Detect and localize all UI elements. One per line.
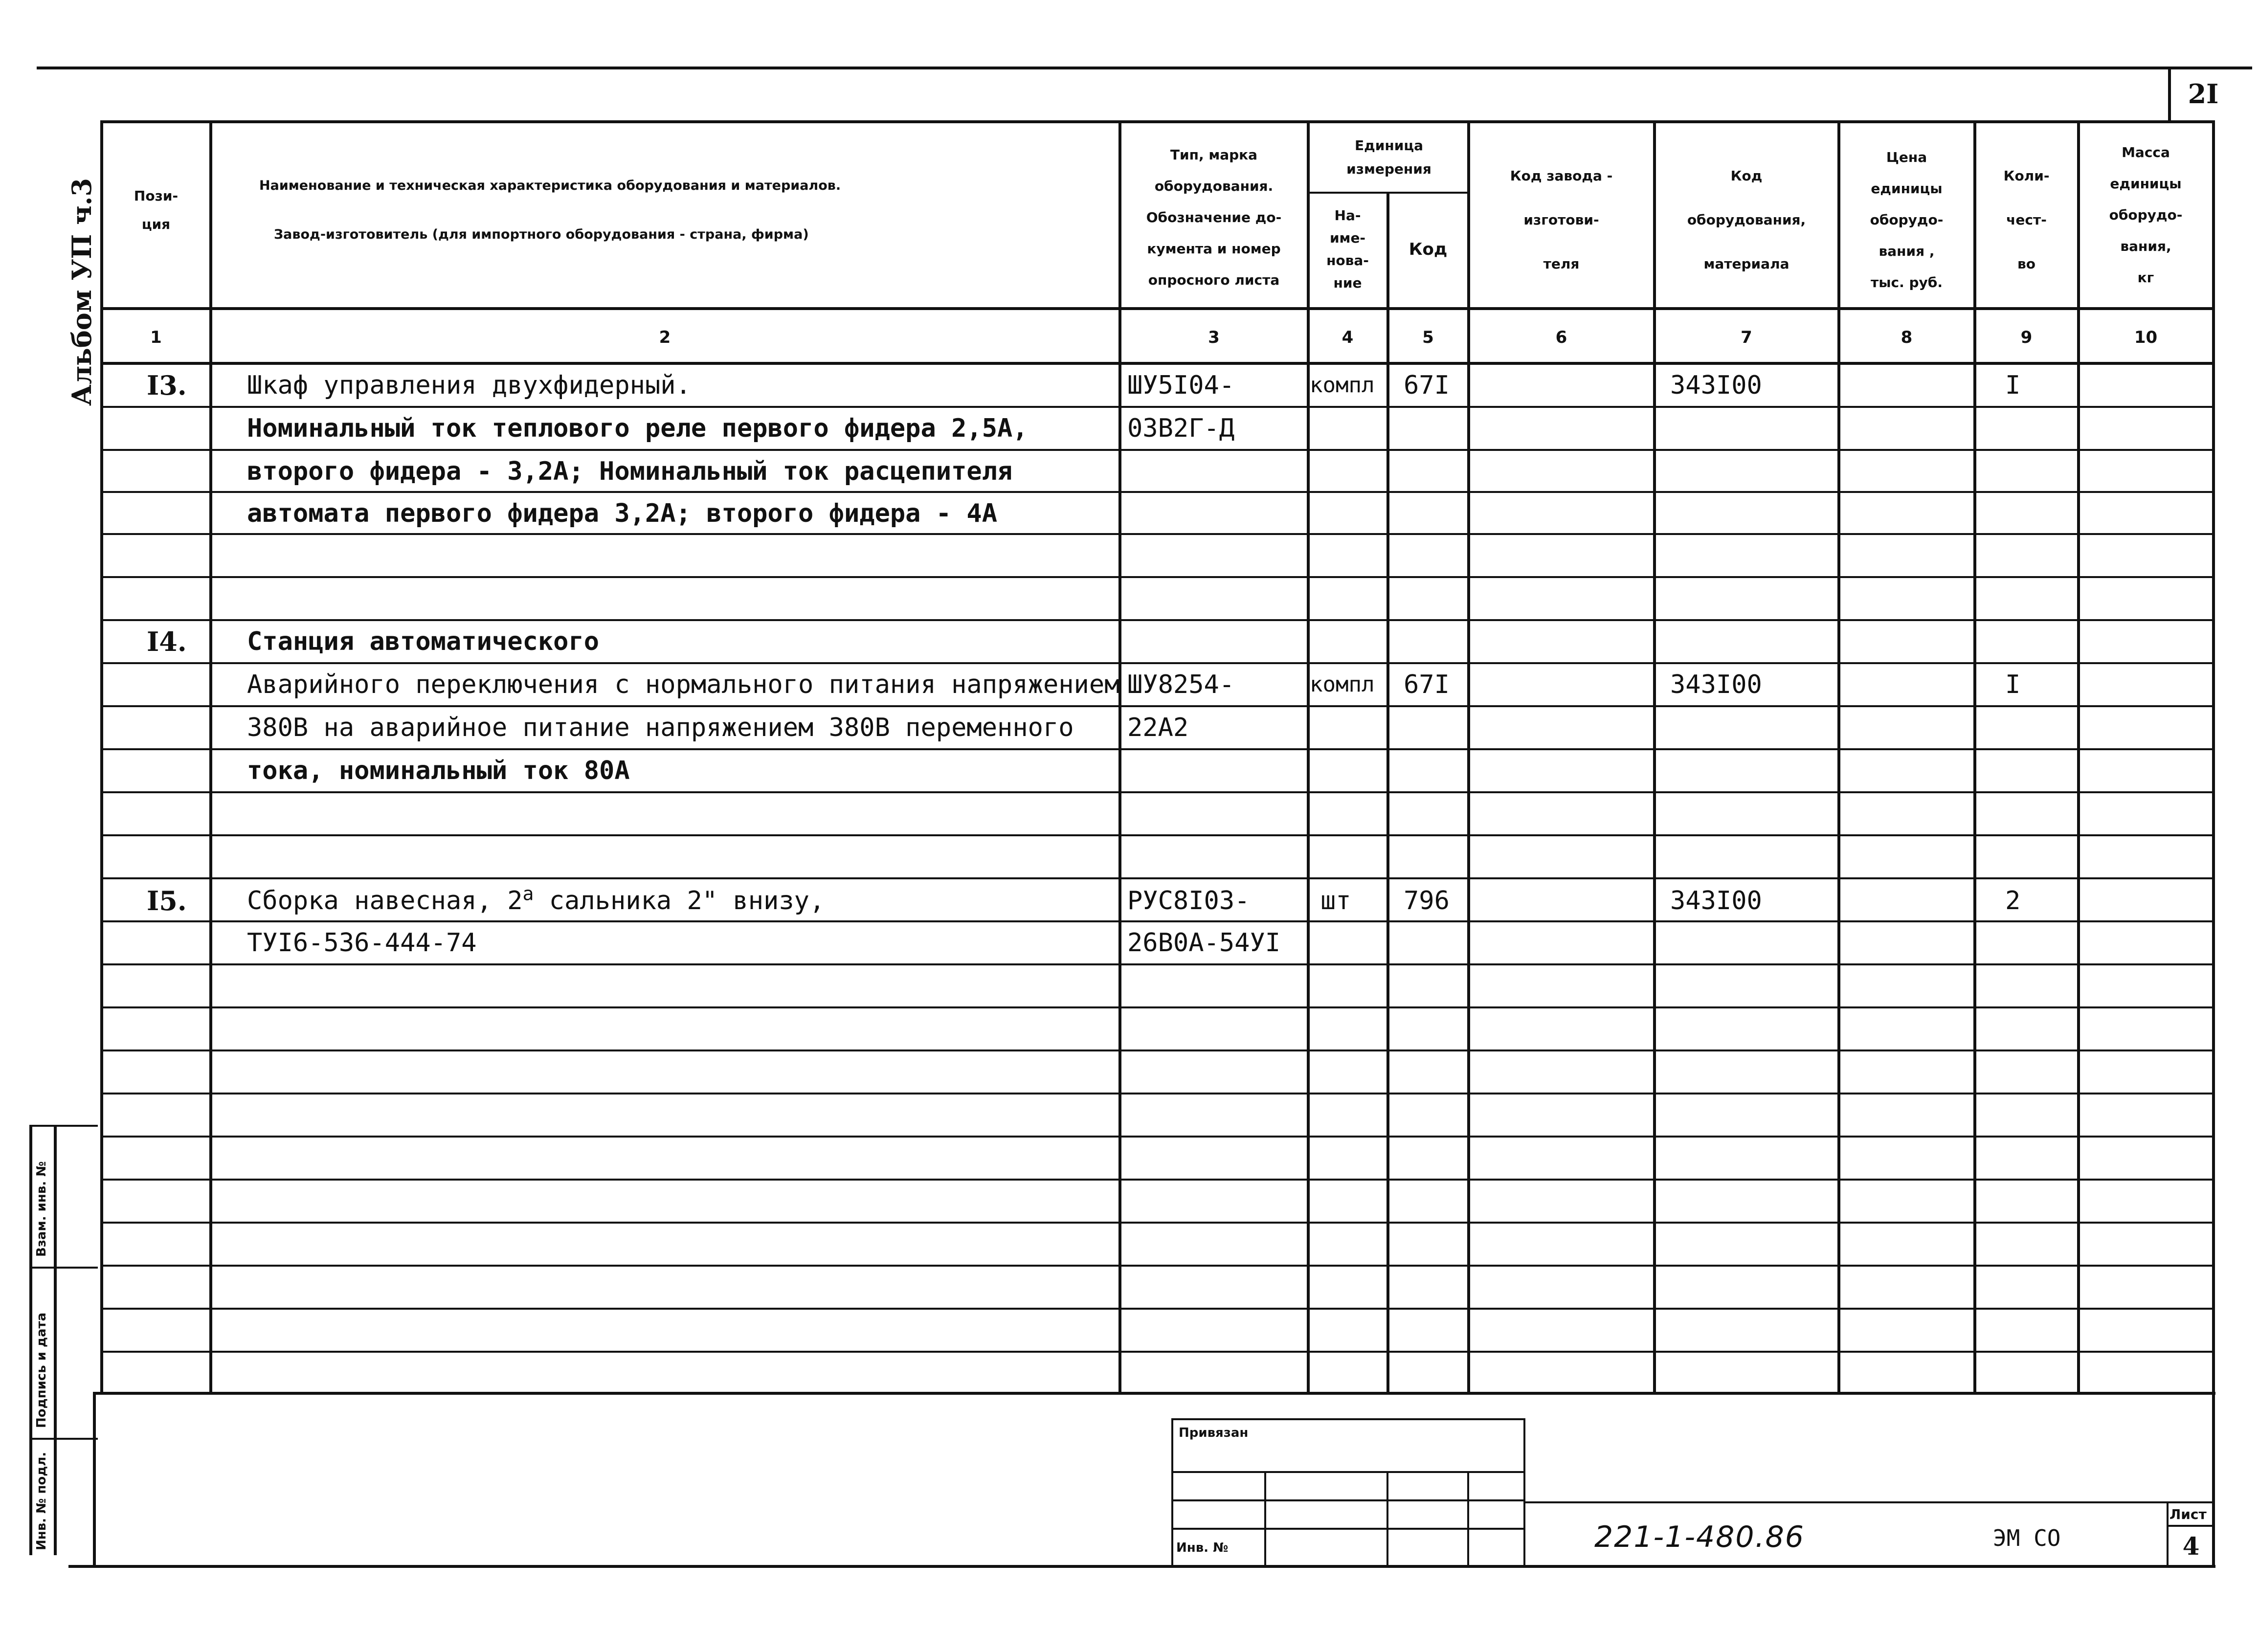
item-description-line: тока, номинальный ток 80А bbox=[247, 756, 630, 785]
row-line bbox=[100, 1049, 2215, 1051]
col-line-9 bbox=[2077, 120, 2080, 1395]
item-type: ШУ5I04- bbox=[1127, 371, 1235, 400]
row-line bbox=[100, 1136, 2215, 1138]
margin-line bbox=[29, 1438, 98, 1440]
col-line-6 bbox=[1653, 120, 1656, 1395]
column-number: 5 bbox=[1422, 328, 1434, 347]
top-rule bbox=[37, 67, 2252, 69]
album-label: Альбом УП ч.3 bbox=[66, 178, 97, 406]
item-description-line: Шкаф управления двухфидерный. bbox=[247, 371, 691, 400]
page-number-box-left bbox=[2168, 67, 2171, 123]
column-number: 3 bbox=[1208, 328, 1220, 347]
item-description-line: ТУI6-536-444-74 bbox=[247, 928, 477, 958]
header-col8: Цена единицы оборудо- вания , тыс. руб. bbox=[1870, 149, 1944, 290]
margin-line bbox=[29, 1125, 98, 1127]
item-type: 22А2 bbox=[1127, 713, 1189, 742]
header-bottom-border bbox=[100, 307, 2215, 310]
item-quantity: I bbox=[2005, 371, 2021, 400]
item-type: 03В2Г-Д bbox=[1127, 414, 1235, 443]
item-equipment-code: 343I00 bbox=[1670, 371, 1762, 400]
privyazan-label: Привязан bbox=[1179, 1426, 1249, 1440]
row-line bbox=[100, 834, 2215, 836]
sheet-box-left bbox=[2167, 1501, 2169, 1565]
column-number: 2 bbox=[659, 328, 671, 347]
column-number: 4 bbox=[1342, 328, 1354, 347]
header-col4: На- име- нова- ние bbox=[1326, 207, 1369, 291]
col-line-8 bbox=[1973, 120, 1976, 1395]
margin-label-vzam: Взам. инв. № bbox=[34, 1161, 49, 1257]
col-line-7 bbox=[1837, 120, 1840, 1395]
item-description-line: Номинальный ток теплового реле первого фидера 2,5А, bbox=[247, 414, 1028, 443]
sheet-box-divider bbox=[2167, 1525, 2213, 1527]
column-number: 9 bbox=[2020, 328, 2033, 347]
header-col10: Масса единицы оборудо- вания, кг bbox=[2109, 144, 2183, 286]
item-unit: шт bbox=[1320, 886, 1351, 915]
header-unit-group: Единица измерения bbox=[1346, 137, 1431, 177]
item-position: I5. bbox=[147, 885, 187, 916]
row-line bbox=[100, 1222, 2215, 1224]
margin-left-line bbox=[29, 1125, 32, 1555]
item-type: РУС8I03- bbox=[1127, 886, 1250, 915]
item-description-line: Аварийного переключения с нормального питания напряжением bbox=[247, 670, 1120, 699]
table-right-border bbox=[2212, 120, 2215, 1395]
doc-code: ЭМ СО bbox=[1993, 1525, 2061, 1551]
doc-area-top bbox=[1523, 1501, 2213, 1503]
item-quantity: I bbox=[2005, 670, 2021, 699]
row-line bbox=[100, 1351, 2215, 1353]
margin-line bbox=[29, 1267, 98, 1269]
column-number: 1 bbox=[150, 328, 162, 347]
item-description-line: второго фидера - 3,2А; Номинальный ток расцепителя bbox=[247, 457, 1013, 486]
table-bottom-border bbox=[93, 1392, 2215, 1395]
header-col5: Код bbox=[1409, 240, 1448, 259]
privyazan-box-line bbox=[1171, 1528, 1523, 1530]
item-description-line: Станция автоматического bbox=[247, 627, 600, 656]
column-number: 6 bbox=[1555, 328, 1567, 347]
inv-no-label: Инв. № bbox=[1176, 1540, 1229, 1555]
privyazan-box-line bbox=[1171, 1471, 1523, 1473]
row-line bbox=[100, 1093, 2215, 1094]
item-description-line: 380В на аварийное питание напряжением 380В переменного bbox=[247, 713, 1074, 742]
privyazan-box-col bbox=[1467, 1471, 1469, 1565]
item-equipment-code: 343I00 bbox=[1670, 670, 1762, 699]
col-line-3 bbox=[1307, 120, 1310, 1395]
column-number: 8 bbox=[1901, 328, 1913, 347]
col-line-4 bbox=[1387, 192, 1389, 1395]
item-unit-code: 67I bbox=[1404, 371, 1450, 400]
margin-label-inv-podl: Инв. № подл. bbox=[34, 1451, 49, 1550]
header-col7: Код оборудования, материала bbox=[1687, 168, 1806, 272]
stamp-left-frame bbox=[93, 1392, 96, 1568]
header-col2: Наименование и техническая характеристика оборудования и материалов. Завод-изготовитель (для импортного оборудования - страна, фирма) bbox=[259, 178, 841, 242]
unit-group-line bbox=[1307, 192, 1468, 194]
table-top-border bbox=[100, 120, 2215, 123]
header-col3: Тип, марка оборудования. Обозначение до- кумента и номер опросного листа bbox=[1146, 147, 1282, 288]
item-unit-code: 796 bbox=[1404, 886, 1450, 915]
item-equipment-code: 343I00 bbox=[1670, 886, 1762, 915]
item-description-line: Сборка навесная, $2^а$ сальника 2" внизу, bbox=[247, 883, 825, 915]
item-type: ШУ8254- bbox=[1127, 670, 1235, 699]
page-bottom-rule bbox=[68, 1565, 2215, 1568]
page-number: 2I bbox=[2188, 78, 2219, 110]
row-line bbox=[100, 576, 2215, 578]
header-col6: Код завода - изготови- теля bbox=[1510, 168, 1613, 272]
item-unit: компл bbox=[1310, 672, 1375, 697]
privyazan-box-col bbox=[1387, 1471, 1388, 1565]
header-col1: Пози- ция bbox=[134, 188, 179, 232]
sheet-number: 4 bbox=[2182, 1532, 2200, 1561]
column-number: 10 bbox=[2134, 328, 2158, 347]
margin-label-podpis: Подпись и дата bbox=[34, 1312, 49, 1428]
privyazan-box-col bbox=[1264, 1471, 1266, 1565]
col-line-2 bbox=[1118, 120, 1121, 1395]
privyazan-box-right bbox=[1523, 1418, 1525, 1565]
privyazan-box-line bbox=[1171, 1499, 1523, 1501]
row-line bbox=[100, 1308, 2215, 1310]
row-line bbox=[100, 1265, 2215, 1267]
item-quantity: 2 bbox=[2005, 886, 2021, 915]
item-description-line: автомата первого фидера 3,2А; второго фидера - 4А bbox=[247, 499, 998, 528]
item-type: 26В0А-54УI bbox=[1127, 928, 1281, 958]
item-position: I3. bbox=[147, 370, 187, 401]
header-col9: Коли- чест- во bbox=[2003, 168, 2050, 272]
privyazan-box-top bbox=[1171, 1418, 1523, 1420]
item-position: I4. bbox=[147, 626, 187, 657]
column-number: 7 bbox=[1741, 328, 1752, 347]
margin-mid-line bbox=[54, 1125, 57, 1555]
col-line-1 bbox=[209, 120, 212, 1395]
doc-number: 221-1-480.86 bbox=[1594, 1520, 1805, 1554]
item-unit: компл bbox=[1310, 373, 1375, 398]
table-left-border bbox=[100, 120, 103, 1395]
sheet-label: Лист bbox=[2170, 1506, 2207, 1522]
row-line bbox=[100, 1006, 2215, 1008]
item-unit-code: 67I bbox=[1404, 670, 1450, 699]
col-line-5 bbox=[1467, 120, 1470, 1395]
row-line bbox=[100, 1179, 2215, 1181]
stamp-right-frame bbox=[2212, 1392, 2215, 1568]
privyazan-box-left bbox=[1171, 1418, 1173, 1565]
